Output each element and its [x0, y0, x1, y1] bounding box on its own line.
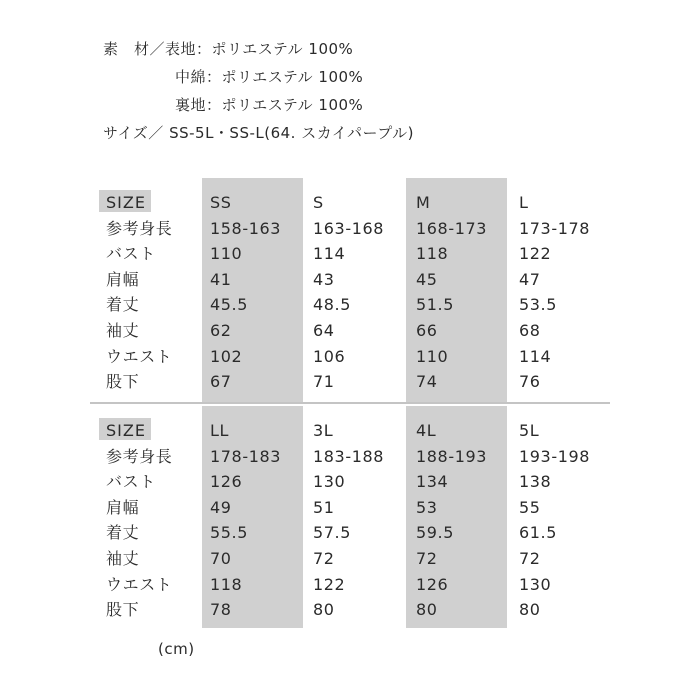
table-cell: 67	[210, 372, 232, 392]
table-row	[0, 444, 700, 470]
table-row	[0, 469, 700, 495]
table-row	[0, 267, 700, 293]
row-label: バスト	[106, 244, 156, 264]
table-cell: 72	[519, 549, 541, 568]
table-cell: 53.5	[519, 295, 558, 315]
table-row	[0, 318, 700, 344]
table-cell: 45.5	[210, 295, 249, 315]
table-cell: 48.5	[313, 295, 352, 315]
table-cell: 138	[519, 472, 552, 492]
row-label: 袖丈	[106, 549, 140, 568]
table-cell: 72	[416, 549, 438, 568]
table-cell: 130	[313, 472, 346, 492]
row-label: 肩幅	[106, 497, 140, 517]
table-row	[0, 520, 700, 546]
table-cell: 59.5	[416, 523, 455, 543]
table-cell: 183-188	[313, 446, 385, 466]
row-label: 参考身長	[106, 446, 173, 466]
table-cell: 64	[313, 321, 335, 340]
table-cell: 78	[210, 600, 232, 620]
row-label: 袖丈	[106, 321, 140, 340]
table-cell: 66	[416, 321, 438, 340]
row-label: 股下	[106, 600, 140, 620]
table-cell: 47	[519, 269, 541, 289]
table-cell: 57.5	[313, 523, 352, 543]
table-cell: 118	[416, 244, 449, 264]
table-cell: 49	[210, 497, 232, 517]
table-row	[0, 597, 700, 623]
table-cell: 122	[519, 244, 552, 264]
table-row	[0, 495, 700, 521]
table-cell: 55	[519, 497, 541, 517]
table-row	[0, 546, 700, 572]
table-cell: 53	[416, 497, 438, 517]
table-cell: 43	[313, 269, 335, 289]
size-column-header: L	[519, 193, 529, 212]
table-cell: 118	[210, 574, 243, 594]
table-cell: 41	[210, 269, 232, 289]
table-row	[0, 292, 700, 318]
size-range-spec: サイズ／ SS-5L・SS-L(64. スカイパープル)	[103, 124, 414, 142]
row-label: バスト	[106, 472, 156, 492]
table-cell: 51	[313, 497, 335, 517]
padding-spec: 中綿：ポリエステル 100%	[175, 68, 364, 86]
table-cell: 178-183	[210, 446, 282, 466]
size-column-header: M	[416, 193, 431, 212]
row-label: ウエスト	[106, 346, 173, 366]
table-cell: 110	[210, 244, 243, 264]
row-label: 股下	[106, 372, 140, 392]
table-cell: 51.5	[416, 295, 455, 315]
table-row	[0, 241, 700, 267]
table-divider	[90, 402, 610, 404]
table-row	[0, 572, 700, 598]
table-cell: 55.5	[210, 523, 249, 543]
table-row	[0, 216, 700, 242]
table-cell: 168-173	[416, 218, 488, 238]
size-column-header: 3L	[313, 421, 334, 440]
size-column-header: 5L	[519, 421, 540, 440]
size-column-header: S	[313, 193, 324, 212]
table-cell: 173-178	[519, 218, 591, 238]
table-cell: 193-198	[519, 446, 591, 466]
size-header-label: SIZE	[106, 421, 146, 440]
table-cell: 80	[519, 600, 541, 620]
table-cell: 134	[416, 472, 449, 492]
table-cell: 114	[519, 346, 552, 366]
table-cell: 110	[416, 346, 449, 366]
row-label: 参考身長	[106, 218, 173, 238]
table-cell: 80	[416, 600, 438, 620]
size-column-header: 4L	[416, 421, 437, 440]
table-cell: 62	[210, 321, 232, 340]
row-label: 肩幅	[106, 269, 140, 289]
material-spec: 素 材／表地：ポリエステル 100%	[103, 40, 354, 58]
table-cell: 126	[210, 472, 243, 492]
table-cell: 76	[519, 372, 541, 392]
table-cell: 80	[313, 600, 335, 620]
size-column-header: LL	[210, 421, 230, 440]
table-cell: 74	[416, 372, 438, 392]
table-cell: 158-163	[210, 218, 282, 238]
row-label: 着丈	[106, 295, 140, 315]
row-label: 着丈	[106, 523, 140, 543]
lining-spec: 裏地：ポリエステル 100%	[175, 96, 364, 114]
table-header-row	[0, 418, 700, 444]
size-column-header: SS	[210, 193, 232, 212]
table-cell: 130	[519, 574, 552, 594]
table-cell: 163-168	[313, 218, 385, 238]
table-cell: 45	[416, 269, 438, 289]
table-cell: 114	[313, 244, 346, 264]
table-row	[0, 369, 700, 395]
table-cell: 102	[210, 346, 243, 366]
table-cell: 122	[313, 574, 346, 594]
table-cell: 126	[416, 574, 449, 594]
table-cell: 71	[313, 372, 335, 392]
size-header-label: SIZE	[106, 193, 146, 212]
table-cell: 70	[210, 549, 232, 568]
unit-label: (cm)	[158, 640, 195, 658]
table-cell: 188-193	[416, 446, 488, 466]
table-header-row	[0, 190, 700, 216]
table-cell: 68	[519, 321, 541, 340]
row-label: ウエスト	[106, 574, 173, 594]
table-cell: 72	[313, 549, 335, 568]
table-cell: 106	[313, 346, 346, 366]
table-cell: 61.5	[519, 523, 558, 543]
table-row	[0, 344, 700, 370]
